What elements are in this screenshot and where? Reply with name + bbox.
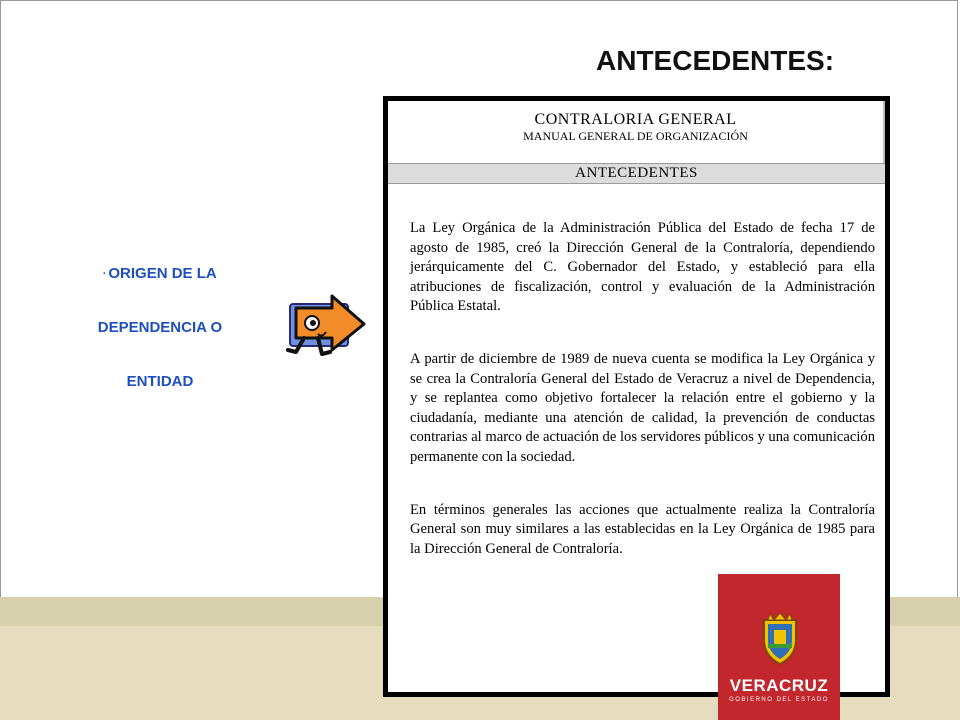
document-header xyxy=(388,101,885,163)
left-labels xyxy=(60,262,260,424)
document-paragraph: En términos generales las acciones que actualmente realiza la Contraloría General son muy similares a las establecidas en la Ley Orgánica de 1985 para la Dirección General de Contraloría. xyxy=(410,501,875,557)
veracruz-logo xyxy=(718,574,840,720)
veracruz-coat-of-arms-icon xyxy=(756,610,804,666)
cartoon-arrow-pointer-icon xyxy=(282,294,368,360)
bullet-icon: • xyxy=(103,271,106,278)
label-origen: ORIGEN DE LA xyxy=(108,265,217,282)
label-line-3 xyxy=(60,370,260,424)
label-dependencia: DEPENDENCIA O xyxy=(97,319,223,336)
document-subtitle: MANUAL GENERAL DE ORGANIZACIÓN xyxy=(523,129,748,143)
label-entidad: ENTIDAD xyxy=(126,373,194,390)
label-line-2 xyxy=(60,316,260,370)
slide-title: ANTECEDENTES: xyxy=(596,45,835,76)
logo-brand-text: VERACRUZ xyxy=(729,676,829,695)
document-section-heading: ANTECEDENTES xyxy=(388,163,885,184)
document-body xyxy=(410,219,875,592)
label-line-1 xyxy=(60,262,260,316)
document-paragraph: A partir de diciembre de 1989 de nueva cuenta se modifica la Ley Orgánica y se crea la Contraloría General del Estado de Veracruz a nivel de Dependencia, y se replantea como objetivo fortalecer la relación entre el gobierno y la ciudadanía, mediante una atención de calidad, la prevención de conductas contrarias al marco de actuación de los servidores públicos y una comunicación permanente con la sociedad. xyxy=(410,350,875,465)
document-paragraph: La Ley Orgánica de la Administración Pública del Estado de fecha 17 de agosto de 1985, creó la Dirección General de la Contraloría, dependiendo jerárquicamente del C. Gobernador del Estado, y estableció para ella atribuciones de fiscalización, control y evaluación de la Administración Pública Estatal. xyxy=(410,220,875,315)
logo-subtext: GOBIERNO DEL ESTADO xyxy=(729,697,829,703)
document-title: CONTRALORIA GENERAL xyxy=(534,111,737,128)
